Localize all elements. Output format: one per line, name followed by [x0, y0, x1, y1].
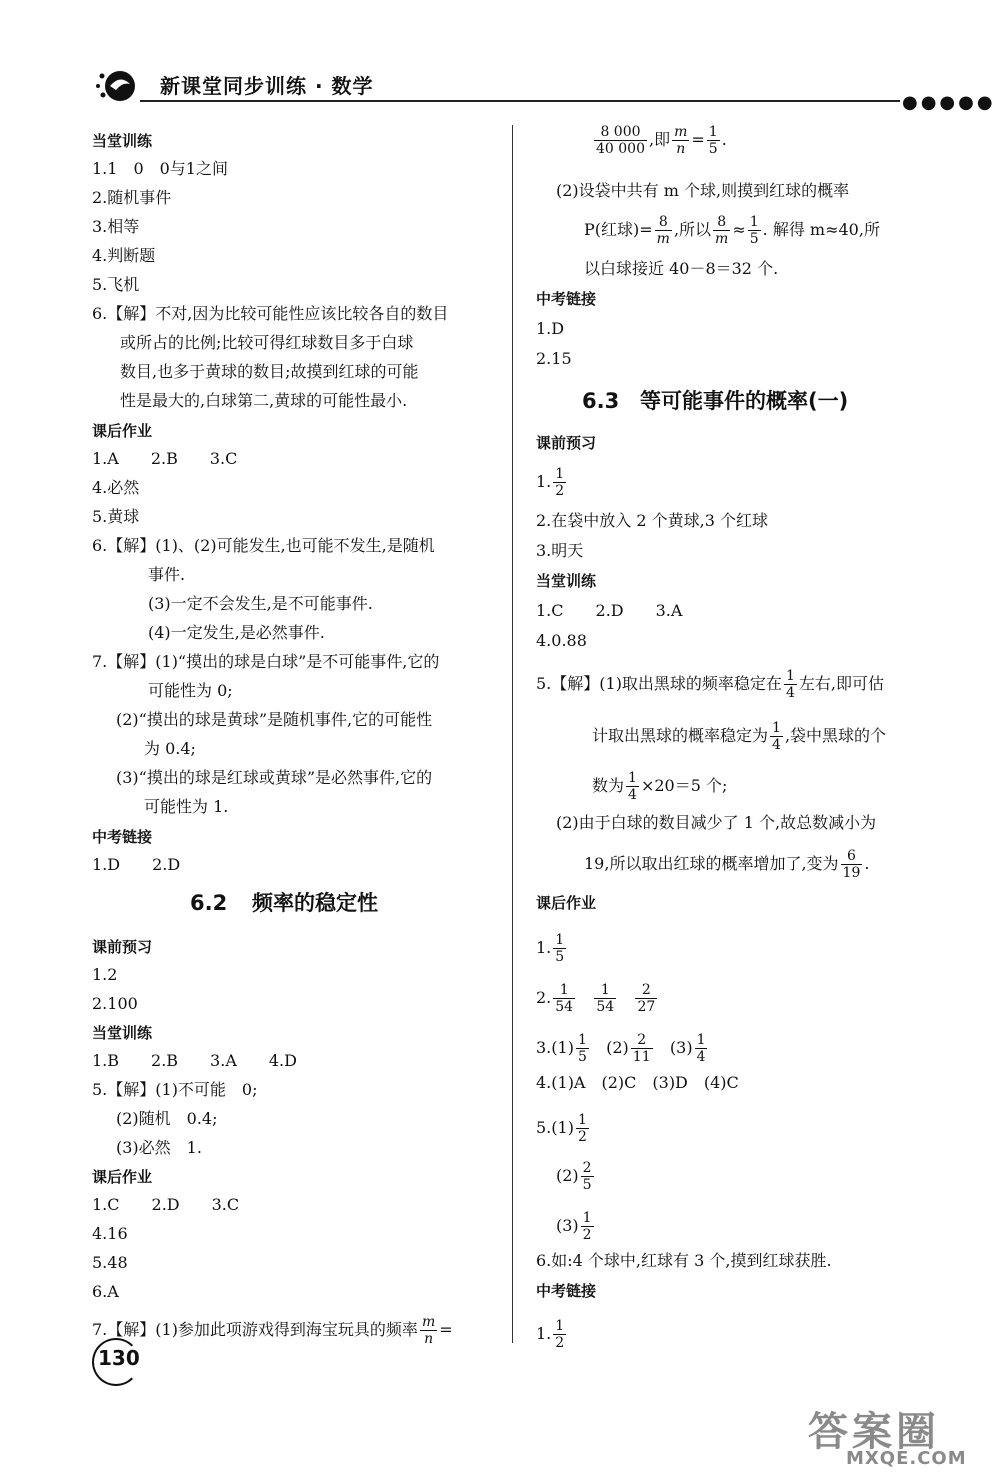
- fraction-numerator: m: [421, 1314, 436, 1330]
- fraction-numerator: 1: [577, 1032, 587, 1048]
- answer-line: [92, 1314, 453, 1347]
- answer-line: (2)随机 0.4;: [116, 1109, 218, 1128]
- section-title: 频率的稳定性: [252, 891, 378, 915]
- heading-kehou: 课后作业: [92, 422, 153, 440]
- watermark-url: MXQE.COM: [846, 1448, 967, 1469]
- text-run: 2.: [536, 988, 552, 1007]
- answer-line: 1.D 2.D: [92, 855, 181, 874]
- page-header: [80, 62, 996, 113]
- fraction-denominator: 5: [582, 1177, 592, 1193]
- text-run: 1.: [536, 472, 552, 491]
- heading-kehou: 课后作业: [536, 894, 597, 912]
- text-run: 1.: [536, 938, 552, 957]
- column-divider: [512, 125, 513, 1343]
- answer-line: (2)由于白球的数目减少了 1 个,故总数减小为: [556, 813, 877, 832]
- fraction: [635, 982, 657, 1015]
- text-run: ,袋中黑球的个: [784, 726, 887, 745]
- answer-line: [536, 982, 659, 1015]
- fraction-numerator: 2: [635, 982, 657, 999]
- heading-zhongkao: 中考链接: [536, 290, 597, 308]
- answer-line: 1.2: [92, 965, 118, 984]
- answer-line: 2.100: [92, 994, 138, 1013]
- fraction-numerator: 1: [555, 1318, 565, 1334]
- answer-line: [592, 720, 886, 753]
- fraction: [626, 770, 639, 803]
- text-run: ,即: [649, 130, 671, 149]
- text-run: ×20＝5 个;: [640, 776, 728, 795]
- text-run: 计取出黑球的概率稳定为: [592, 726, 769, 745]
- answer-line: [536, 1318, 568, 1351]
- text-run: 数为: [592, 776, 625, 795]
- heading-dangtang: 当堂训练: [92, 132, 153, 150]
- fraction-numerator: 1: [708, 124, 718, 140]
- heading-keqian: 课前预习: [536, 434, 597, 452]
- answer-line: 以白球接近 40－8＝32 个.: [584, 259, 779, 278]
- heading-zhongkao: 中考链接: [92, 828, 153, 846]
- fraction-denominator: 27: [637, 999, 656, 1015]
- fraction-denominator: 54: [555, 999, 574, 1015]
- answer-line: 1.C 2.D 3.A: [536, 601, 683, 620]
- answer-line: 6.【解】不对,因为比较可能性应该比较各自的数目: [92, 304, 449, 323]
- heading-kehou: 课后作业: [92, 1168, 153, 1186]
- answer-line: 1.D: [536, 319, 565, 338]
- text-run: P(红球)=: [584, 220, 653, 239]
- text-run: .: [864, 854, 870, 873]
- text-run: ≈: [732, 220, 746, 239]
- fraction: [748, 214, 761, 247]
- fraction-denominator: 54: [596, 999, 615, 1015]
- answer-line: [536, 1112, 591, 1145]
- text-run: =: [439, 1320, 453, 1339]
- heading-zhongkao: 中考链接: [536, 1282, 597, 1300]
- answer-line: 可能性为 0;: [148, 681, 233, 700]
- fraction-denominator: 19: [842, 865, 861, 881]
- fraction-numerator: 8: [655, 214, 672, 231]
- fraction: [553, 1318, 566, 1351]
- fraction-denominator: m: [715, 231, 729, 247]
- watermark: [808, 1400, 967, 1469]
- fraction-numerator: 1: [785, 668, 795, 684]
- fraction: [581, 1210, 594, 1243]
- fraction: [655, 214, 672, 247]
- answer-line: 可能性为 1.: [144, 797, 229, 816]
- fraction-denominator: 2: [582, 1227, 592, 1243]
- answer-line: 或所占的比例;比较可得红球数目多于白球: [120, 333, 414, 352]
- answer-line: 4.(1)A (2)C (3)D (4)C: [536, 1073, 739, 1092]
- answer-line: 3.相等: [92, 217, 140, 236]
- fraction-denominator: 2: [555, 1335, 565, 1351]
- answer-line: (3)“摸出的球是红球或黄球”是必然事件,它的: [116, 768, 433, 787]
- section-title: 等可能事件的概率(一): [640, 389, 849, 413]
- section-number: 6.3: [582, 389, 620, 413]
- answer-line: 2.在袋中放入 2 个黄球,3 个红球: [536, 511, 768, 530]
- fraction-numerator: 8: [713, 214, 730, 231]
- answer-line: 5.飞机: [92, 275, 140, 294]
- fraction: [784, 668, 797, 701]
- answer-line: 1.C 2.D 3.C: [92, 1195, 240, 1214]
- fraction-denominator: 4: [628, 787, 637, 803]
- watermark-main: 答案圈: [808, 1409, 940, 1455]
- answer-line: 4.必然: [92, 478, 140, 497]
- fraction-denominator: 4: [696, 1049, 706, 1065]
- answer-line: 性是最大的,白球第二,黄球的可能性最小.: [120, 391, 408, 410]
- fraction-denominator: n: [424, 1331, 434, 1347]
- fraction-numerator: 1: [696, 1032, 706, 1048]
- text-run: 5.【解】(1)取出黑球的频率稳定在: [536, 674, 782, 693]
- fraction-denominator: 11: [632, 1049, 651, 1065]
- answer-line: 4.判断题: [92, 246, 156, 265]
- fraction: [576, 1112, 589, 1145]
- text-run: 5.(1): [536, 1118, 574, 1137]
- text-run: 19,所以取出红球的概率增加了,变为: [584, 854, 839, 873]
- answer-line: 5.【解】(1)不可能 0;: [92, 1080, 258, 1099]
- fraction-numerator: m: [674, 124, 688, 140]
- answer-line: 1.A 2.B 3.C: [92, 449, 238, 468]
- answer-line: 事件.: [148, 565, 186, 584]
- answer-line: 4.0.88: [536, 631, 587, 650]
- answer-line: 3.明天: [536, 541, 584, 560]
- answer-line: (4)一定发生,是必然事件.: [148, 623, 325, 642]
- heading-dangtang: 当堂训练: [536, 572, 597, 590]
- answer-line: [536, 668, 884, 701]
- answer-line: 2.随机事件: [92, 188, 172, 207]
- header-title: 新课堂同步训练 · 数学: [160, 74, 374, 98]
- fraction-numerator: 1: [577, 1112, 587, 1128]
- answer-line: 6.如:4 个球中,红球有 3 个,摸到红球获胜.: [536, 1251, 832, 1270]
- fraction: [553, 466, 566, 499]
- fraction: [594, 124, 647, 157]
- text-run: .: [721, 130, 727, 149]
- fraction: [594, 982, 616, 1015]
- page-number: 130: [98, 1346, 140, 1370]
- fraction: [707, 124, 720, 157]
- fraction-denominator: 5: [749, 231, 759, 247]
- section-number: 6.2: [190, 891, 228, 915]
- answer-line: 4.16: [92, 1224, 128, 1243]
- answer-line: (2)“摸出的球是黄球”是随机事件,它的可能性: [116, 710, 433, 729]
- fraction: [553, 982, 575, 1015]
- fraction: [841, 848, 863, 881]
- answer-line: [536, 932, 568, 965]
- fraction-denominator: n: [676, 141, 686, 157]
- fraction: [695, 1032, 708, 1065]
- answer-line: (3)一定不会发生,是不可能事件.: [148, 594, 373, 613]
- text-run: =: [691, 130, 705, 149]
- answer-line: 1.B 2.B 3.A 4.D: [92, 1051, 297, 1070]
- fraction-denominator: 4: [785, 685, 795, 701]
- header-dots: ●●●●●: [902, 92, 996, 113]
- fraction-denominator: 40 000: [596, 141, 645, 157]
- fraction-numerator: 1: [555, 466, 565, 482]
- answer-line: (3)必然 1.: [116, 1138, 202, 1157]
- answer-line: [556, 1210, 596, 1243]
- fraction-numerator: 6: [841, 848, 863, 865]
- text-run: . 解得 m≈40,所: [762, 220, 880, 239]
- text-run: 左右,即可估: [798, 674, 884, 693]
- fraction-denominator: 5: [708, 141, 718, 157]
- fraction-denominator: 2: [555, 483, 565, 499]
- heading-keqian: 课前预习: [92, 938, 153, 956]
- text-run: 1.: [536, 1324, 552, 1343]
- fraction-numerator: 1: [628, 770, 637, 786]
- answer-line: [584, 214, 880, 247]
- answer-line: 为 0.4;: [144, 739, 196, 758]
- fraction-numerator: 1: [582, 1210, 592, 1226]
- fraction: [553, 932, 566, 965]
- fraction: [770, 720, 783, 753]
- answer-line: 7.【解】(1)“摸出的球是白球”是不可能事件,它的: [92, 652, 440, 671]
- answer-line: [592, 124, 727, 157]
- fraction-denominator: m: [656, 231, 670, 247]
- fraction: [581, 1160, 594, 1193]
- fraction-denominator: 5: [555, 949, 565, 965]
- text-run: (3): [669, 1038, 693, 1057]
- answer-line: 数目,也多于黄球的数目;故摸到红球的可能: [120, 362, 419, 381]
- answer-line: [592, 770, 727, 803]
- fraction-numerator: 1: [555, 932, 565, 948]
- fraction: [713, 214, 730, 247]
- fraction-numerator: 1: [594, 982, 616, 999]
- answer-line: [536, 1032, 709, 1065]
- text-run: (2): [556, 1166, 579, 1185]
- fraction: [672, 124, 689, 157]
- header-rule: [140, 100, 900, 102]
- fraction-numerator: 1: [749, 214, 759, 230]
- text-run: (2): [606, 1038, 629, 1057]
- fraction-numerator: 1: [772, 720, 781, 736]
- text-run: 3.(1): [536, 1038, 574, 1057]
- answer-line: 1.1 0 0与1之间: [92, 159, 228, 178]
- fraction: [420, 1314, 437, 1347]
- fraction-numerator: 1: [553, 982, 575, 999]
- answer-line: 5.黄球: [92, 507, 140, 526]
- answer-line: [536, 466, 568, 499]
- text-run: (3): [556, 1216, 579, 1235]
- answer-line: (2)设袋中共有 m 个球,则摸到红球的概率: [556, 181, 850, 200]
- text-run: ,所以: [673, 220, 712, 239]
- fraction-numerator: 8 000: [594, 124, 647, 141]
- fraction-denominator: 5: [577, 1049, 587, 1065]
- answer-line: 6.A: [92, 1282, 119, 1301]
- fraction: [631, 1032, 653, 1065]
- answer-line: [556, 1160, 596, 1193]
- fraction: [576, 1032, 589, 1065]
- fraction-numerator: 2: [631, 1032, 653, 1049]
- text-run: 7.【解】(1)参加此项游戏得到海宝玩具的频率: [92, 1320, 418, 1339]
- fraction-denominator: 4: [772, 737, 781, 753]
- fraction-denominator: 2: [577, 1129, 587, 1145]
- answer-line: 5.48: [92, 1253, 128, 1272]
- answer-line: [584, 848, 869, 881]
- answer-line: 6.【解】(1)、(2)可能发生,也可能不发生,是随机: [92, 536, 435, 555]
- answer-line: 2.15: [536, 349, 572, 368]
- fraction-numerator: 2: [582, 1160, 592, 1176]
- heading-dangtang: 当堂训练: [92, 1024, 153, 1042]
- book-logo-icon: [94, 64, 138, 108]
